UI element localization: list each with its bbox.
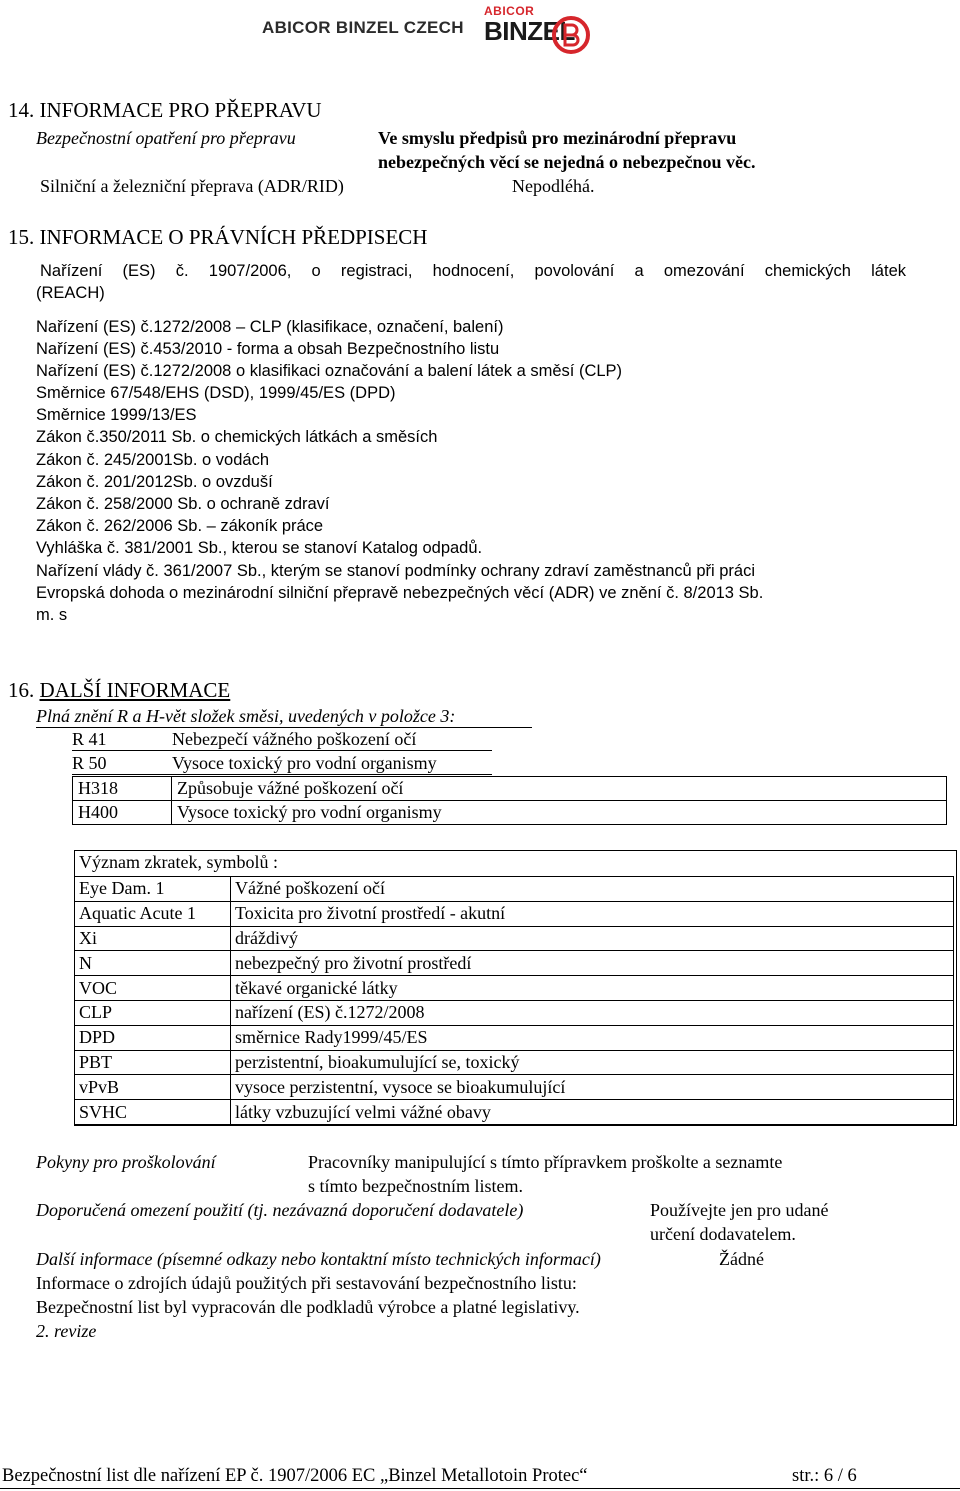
abbr-text: směrnice Rady1999/45/ES: [231, 1025, 954, 1050]
r-phrase-text: Nebezpečí vážného poškození očí: [172, 729, 417, 749]
r-phrase-row: [72, 753, 492, 775]
footer-document-title: Bezpečnostní list dle nařízení EP č. 1907/2006 EC „Binzel Metallotoin Protec“: [2, 1466, 588, 1486]
r-h-phrases-subtitle: Plná znění R a H-vět složek směsi, uvedených v položce 3:: [36, 705, 532, 728]
h-phrases-table: [72, 776, 947, 825]
abbreviations-table: [74, 876, 954, 1125]
company-name: ABICOR BINZEL CZECH: [262, 18, 464, 37]
table-row: [75, 1050, 954, 1075]
abbr-code: Eye Dam. 1: [75, 877, 231, 902]
abbr-text: perzistentní, bioakumulující se, toxický: [231, 1050, 954, 1075]
abbr-text: nebezpečný pro životní prostředí: [231, 951, 954, 976]
h-phrase-code: H318: [73, 777, 172, 801]
further-info-value: Žádné: [719, 1249, 764, 1269]
brand-logo: [484, 6, 592, 54]
brand-b-mark-icon: [550, 16, 592, 54]
regulation-item: Nařízení (ES) č.1272/2008 o klasifikaci označování a balení látek a směsí (CLP): [36, 362, 623, 380]
transport-precautions-value-line2: nebezpečných věcí se nejedná o nebezpečnou věc.: [378, 152, 756, 172]
abbr-text: těkavé organické látky: [231, 976, 954, 1001]
abbr-text: látky vzbuzující velmi vážné obavy: [231, 1100, 954, 1125]
table-row: [75, 1025, 954, 1050]
abbr-text: nařízení (ES) č.1272/2008: [231, 1000, 954, 1025]
regulation-item: Zákon č. 262/2006 Sb. – zákoník práce: [36, 517, 324, 535]
footer-rule: [0, 1488, 960, 1489]
r-phrase-row: [72, 729, 492, 751]
table-row: [75, 1075, 954, 1100]
road-rail-transport-label: Silniční a železniční přeprava (ADR/RID): [40, 176, 344, 196]
transport-precautions-value-line1: Ve smyslu předpisů pro mezinárodní přepravu: [378, 128, 737, 148]
regulation-item: Evropská dohoda o mezinárodní silniční přepravě nebezpečných věcí (ADR) ve znění č. 8/2013 Sb.: [36, 584, 764, 602]
table-row: [75, 901, 954, 926]
regulation-item: Nařízení vlády č. 361/2007 Sb., kterým se stanoví podmínky ochrany zdraví zaměstnanců při práci: [36, 562, 756, 580]
abbr-text: dráždivý: [231, 926, 954, 951]
abbr-code: vPvB: [75, 1075, 231, 1100]
h-phrase-text: Způsobuje vážné poškození očí: [172, 777, 947, 801]
abbr-text: Vážné poškození očí: [231, 877, 954, 902]
section-15-title: 15. INFORMACE O PRÁVNÍCH PŘEDPISECH: [8, 225, 428, 249]
table-row: [75, 1000, 954, 1025]
table-row: [73, 801, 947, 825]
abbr-code: CLP: [75, 1000, 231, 1025]
abbr-code: Xi: [75, 926, 231, 951]
training-value-line1: Pracovníky manipulující s tímto přípravkem proškolte a seznamte: [308, 1152, 783, 1172]
abbr-code: N: [75, 951, 231, 976]
r-phrase-code: R 50: [72, 753, 107, 773]
brand-logo-text: BINZEL: [484, 16, 575, 46]
r-phrase-text: Vysoce toxický pro vodní organismy: [172, 753, 437, 773]
abbr-text: Toxicita pro životní prostředí - akutní: [231, 901, 954, 926]
reach-regulation-line1: Nařízení (ES) č. 1907/2006, o registraci, hodnocení, povolování a omezování chemických látek: [40, 262, 906, 280]
section-16-number: 16.: [8, 678, 40, 702]
regulation-item: Nařízení (ES) č.453/2010 - forma a obsah Bezpečnostního listu: [36, 340, 500, 358]
abbr-code: VOC: [75, 976, 231, 1001]
table-row: [75, 1100, 954, 1125]
use-restriction-value-line2: určení dodavatelem.: [650, 1224, 796, 1244]
abbr-code: DPD: [75, 1025, 231, 1050]
revision-label: 2. revize: [36, 1321, 97, 1341]
table-row: [75, 926, 954, 951]
use-restriction-label: Doporučená omezení použití (tj. nezávazná doporučení dodavatele): [36, 1200, 524, 1220]
road-rail-transport-value: Nepodléhá.: [512, 176, 595, 196]
abbr-text: vysoce perzistentní, vysoce se bioakumulující: [231, 1075, 954, 1100]
data-sources-label: Informace o zdrojích údajů použitých při sestavování bezpečnostního listu:: [36, 1273, 577, 1293]
prepared-statement: Bezpečnostní list byl vypracován dle podkladů výrobce a platné legislativy.: [36, 1297, 580, 1317]
brand-logo-small-text: ABICOR: [484, 4, 535, 18]
h-phrase-text: Vysoce toxický pro vodní organismy: [172, 801, 947, 825]
table-row: [75, 877, 954, 902]
abbr-code: SVHC: [75, 1100, 231, 1125]
abbr-code: PBT: [75, 1050, 231, 1075]
section-16-title: [8, 678, 230, 703]
regulation-item: Směrnice 1999/13/ES: [36, 406, 197, 424]
regulation-item: Zákon č. 245/2001Sb. o vodách: [36, 451, 269, 469]
table-row: [73, 777, 947, 801]
regulation-item: Zákon č. 258/2000 Sb. o ochraně zdraví: [36, 495, 330, 513]
regulation-item: Směrnice 67/548/EHS (DSD), 1999/45/ES (DPD): [36, 384, 396, 402]
regulation-item: Vyhláška č. 381/2001 Sb., kterou se stanoví Katalog odpadů.: [36, 539, 483, 557]
table-row: [75, 951, 954, 976]
regulation-item: Zákon č. 201/2012Sb. o ovzduší: [36, 473, 273, 491]
use-restriction-value-line1: Používejte jen pro udané: [650, 1200, 829, 1220]
footer-page-number: str.: 6 / 6: [792, 1466, 857, 1486]
regulation-item: m. s: [36, 606, 68, 624]
r-phrase-code: R 41: [72, 729, 107, 749]
regulation-item: Nařízení (ES) č.1272/2008 – CLP (klasifikace, označení, balení): [36, 318, 504, 336]
section-16-heading: DALŠÍ INFORMACE: [39, 678, 231, 702]
training-label: Pokyny pro proškolování: [36, 1152, 216, 1172]
regulation-item: Zákon č.350/2011 Sb. o chemických látkách a směsích: [36, 428, 438, 446]
header-logo: [262, 6, 592, 56]
h-phrase-code: H400: [73, 801, 172, 825]
section-14-title: 14. INFORMACE PRO PŘEPRAVU: [8, 98, 322, 122]
further-info-label: Další informace (písemné odkazy nebo kontaktní místo technických informací): [36, 1249, 601, 1269]
training-value-line2: s tímto bezpečnostním listem.: [308, 1176, 523, 1196]
abbr-code: Aquatic Acute 1: [75, 901, 231, 926]
reach-regulation-line2: (REACH): [36, 284, 105, 302]
transport-precautions-label: Bezpečnostní opatření pro přepravu: [36, 128, 296, 148]
table-row: [75, 976, 954, 1001]
abbreviations-title: Význam zkratek, symbolů :: [79, 852, 278, 872]
